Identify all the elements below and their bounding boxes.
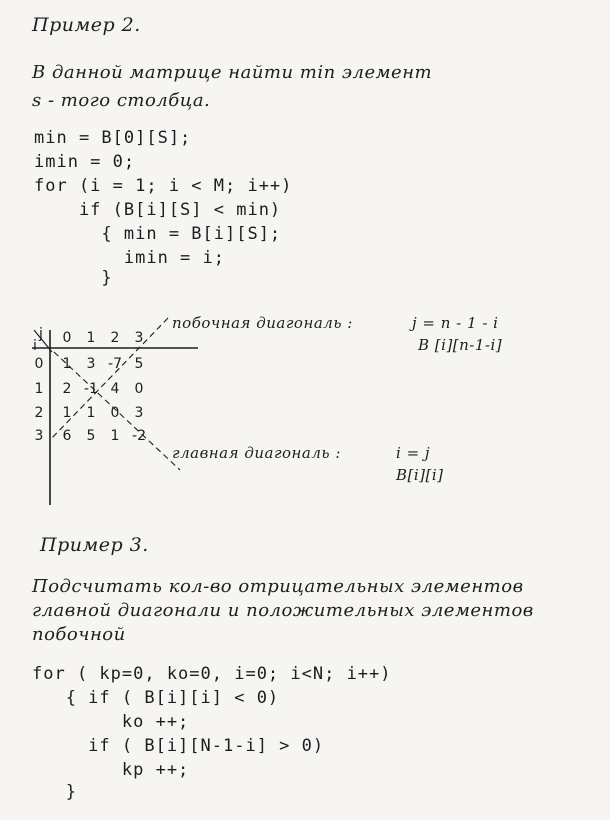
example2-title: Пример 2. bbox=[32, 14, 141, 36]
matrix-cell: 1 bbox=[110, 428, 120, 444]
matrix-col-header: 3 bbox=[134, 330, 144, 346]
code-line: min = B[0][S]; bbox=[34, 128, 192, 148]
matrix-cell: 5 bbox=[134, 356, 144, 372]
code-line: imin = i; bbox=[34, 248, 225, 268]
code-line: } bbox=[32, 782, 77, 802]
matrix-cell: 0 bbox=[134, 381, 144, 397]
matrix-row-header: 3 bbox=[34, 428, 44, 444]
code-line: for (i = 1; i < M; i++) bbox=[34, 176, 293, 196]
secondary-diagonal-element: B [i][n-1-i] bbox=[418, 336, 503, 354]
main-diagonal-element: B[i][i] bbox=[396, 466, 444, 484]
matrix-row-header: 0 bbox=[34, 356, 44, 372]
secondary-diagonal-label: побочная диагональ : bbox=[172, 314, 353, 332]
matrix-col-header: 1 bbox=[86, 330, 96, 346]
code-line: imin = 0; bbox=[34, 152, 136, 172]
matrix-row-header: 2 bbox=[34, 405, 44, 421]
matrix-col-header: 2 bbox=[110, 330, 120, 346]
example3-title: Пример 3. bbox=[40, 534, 149, 556]
main-diagonal-formula: i = j bbox=[396, 444, 431, 462]
matrix-cell: 0 bbox=[110, 405, 120, 421]
code-line: if (B[i][S] < min) bbox=[34, 200, 282, 220]
matrix-row-header: 1 bbox=[34, 381, 44, 397]
code-line: } bbox=[34, 268, 113, 288]
matrix-cell: 3 bbox=[86, 356, 96, 372]
example2-task-line1: В данной матрице найти min элемент bbox=[32, 62, 433, 83]
code-line: { min = B[i][S]; bbox=[34, 224, 282, 244]
matrix-cell: 6 bbox=[62, 428, 72, 444]
matrix-col-header: 0 bbox=[62, 330, 72, 346]
code-line: for ( kp=0, ko=0, i=0; i<N; i++) bbox=[32, 664, 392, 684]
matrix-corner-i: i bbox=[33, 338, 37, 354]
example2-task-line2: s - того столбца. bbox=[32, 90, 211, 111]
matrix-cell: 5 bbox=[86, 428, 96, 444]
matrix-cell: 4 bbox=[110, 381, 120, 397]
matrix-cell: 1 bbox=[62, 356, 72, 372]
code-line: kp ++; bbox=[32, 760, 190, 780]
matrix-cell: 1 bbox=[62, 405, 72, 421]
code-line: { if ( B[i][i] < 0) bbox=[32, 688, 280, 708]
matrix-corner-j: j bbox=[39, 326, 43, 342]
secondary-diagonal-formula: j = n - 1 - i bbox=[412, 314, 499, 332]
code-line: ko ++; bbox=[32, 712, 190, 732]
matrix-cell: -7 bbox=[108, 356, 122, 372]
code-line: if ( B[i][N-1-i] > 0) bbox=[32, 736, 325, 756]
example3-task-line3: побочной bbox=[32, 624, 126, 645]
example3-task-line1: Подсчитать кол-во отрицательных элементов bbox=[32, 576, 524, 597]
matrix-cell: -1 bbox=[84, 381, 98, 397]
matrix-cell: 1 bbox=[86, 405, 96, 421]
matrix-cell: 3 bbox=[134, 405, 144, 421]
matrix-cell: 2 bbox=[62, 381, 72, 397]
matrix-cell: -2 bbox=[132, 428, 146, 444]
example3-task-line2: главной диагонали и положительных элементов bbox=[32, 600, 534, 621]
main-diagonal-label: главная диагональ : bbox=[172, 444, 341, 462]
